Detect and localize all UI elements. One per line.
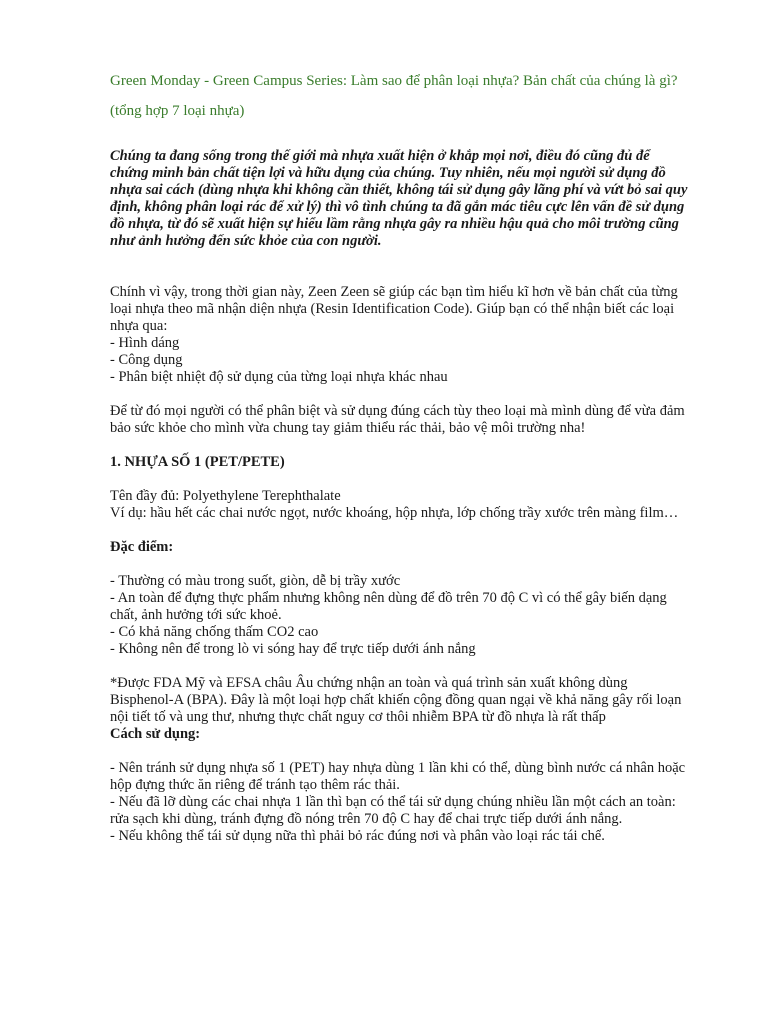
purpose-paragraph: Chính vì vậy, trong thời gian này, Zeen Zeen sẽ giúp các bạn tìm hiểu kĩ hơn về bản chất của từng loại nhựa theo mã nhận diện nhựa (Resin Identification Code). Giúp bạn có thể nhận biết các loại nhựa qua: xyxy=(110,284,678,334)
example-line: Ví dụ: hầu hết các chai nước ngọt, nước khoáng, hộp nhựa, lớp chống trầy xước trên màng film… xyxy=(110,505,679,521)
purpose-list xyxy=(110,335,688,386)
section-1-heading: 1. NHỰA SỐ 1 (PET/PETE) xyxy=(110,454,285,470)
usage-list xyxy=(110,760,688,845)
list-item: - Không nên để trong lò vi sóng hay để trực tiếp dưới ánh nắng xyxy=(110,641,476,657)
list-item: - Có khả năng chống thấm CO2 cao xyxy=(110,624,319,640)
list-item: - Nếu không thể tái sử dụng nữa thì phải bỏ rác đúng nơi và phân vào loại rác tái chế. xyxy=(110,828,605,844)
features-heading: Đặc điểm: xyxy=(110,539,174,555)
list-item: - Nên tránh sử dụng nhựa số 1 (PET) hay nhựa dùng 1 lần khi có thể, dùng bình nước cá nhân hoặc hộp đựng thức ăn riêng để tránh tạo thêm rác thải. xyxy=(110,760,686,793)
full-name-line: Tên đầy đủ: Polyethylene Terephthalate xyxy=(110,488,341,504)
goal-paragraph: Để từ đó mọi người có thể phân biệt và sử dụng đúng cách tùy theo loại mà mình dùng để vừa đảm bảo sức khỏe cho mình vừa chung tay giảm thiểu rác thải, bảo vệ môi trường nha! xyxy=(110,403,685,436)
document-title: Green Monday - Green Campus Series: Làm sao để phân loại nhựa? Bản chất của chúng là gì? (tổng hợp 7 loại nhựa) xyxy=(110,73,678,119)
usage-heading: Cách sử dụng: xyxy=(110,726,201,742)
list-item: - Thường có màu trong suốt, giòn, dễ bị trầy xước xyxy=(110,573,401,589)
list-item: - Hình dáng xyxy=(110,335,180,351)
fda-note: *Được FDA Mỹ và EFSA châu Âu chứng nhận an toàn và quá trình sản xuất không dùng Bisphenol-A (BPA). Đây là một loại hợp chất khiến cộng đồng quan ngại về khả năng gây rối loạn nội tiết tố và ung thư, nhưng thực chất nguy cơ thôi nhiễm BPA từ đồ nhựa là rất thấp xyxy=(110,675,682,725)
list-item: - Phân biệt nhiệt độ sử dụng của từng loại nhựa khác nhau xyxy=(110,369,448,385)
features-list xyxy=(110,573,688,658)
intro-paragraph: Chúng ta đang sống trong thế giới mà nhựa xuất hiện ở khắp mọi nơi, điều đó cũng đủ để chứng minh bản chất tiện lợi và hữu dụng của chúng. Tuy nhiên, nếu mọi người sử dụng đồ nhựa sai cách (dùng nhựa khi không cần thiết, không tái sử dụng gây lãng phí và vứt bỏ sai quy định, không phân loại rác để xử lý) thì vô tình chúng ta đã gắn mác tiêu cực lên vấn đề sử dụng đồ nhựa, từ đó sẽ xuất hiện sự hiểu lầm rằng nhựa gây ra nhiều hậu quả cho môi trường cũng như ảnh hưởng đến sức khỏe của con người. xyxy=(110,148,688,249)
list-item: - Công dụng xyxy=(110,352,183,368)
list-item: - An toàn để đựng thực phẩm nhưng không nên dùng để đồ trên 70 độ C vì có thể gây biến dạng chất, ảnh hưởng tới sức khoẻ. xyxy=(110,590,667,623)
list-item: - Nếu đã lỡ dùng các chai nhựa 1 lần thì bạn có thể tái sử dụng chúng nhiều lần một cách an toàn: rửa sạch khi dùng, tránh đựng đồ nóng trên 70 độ C hay để chai trực tiếp dưới ánh nắng. xyxy=(110,794,676,827)
